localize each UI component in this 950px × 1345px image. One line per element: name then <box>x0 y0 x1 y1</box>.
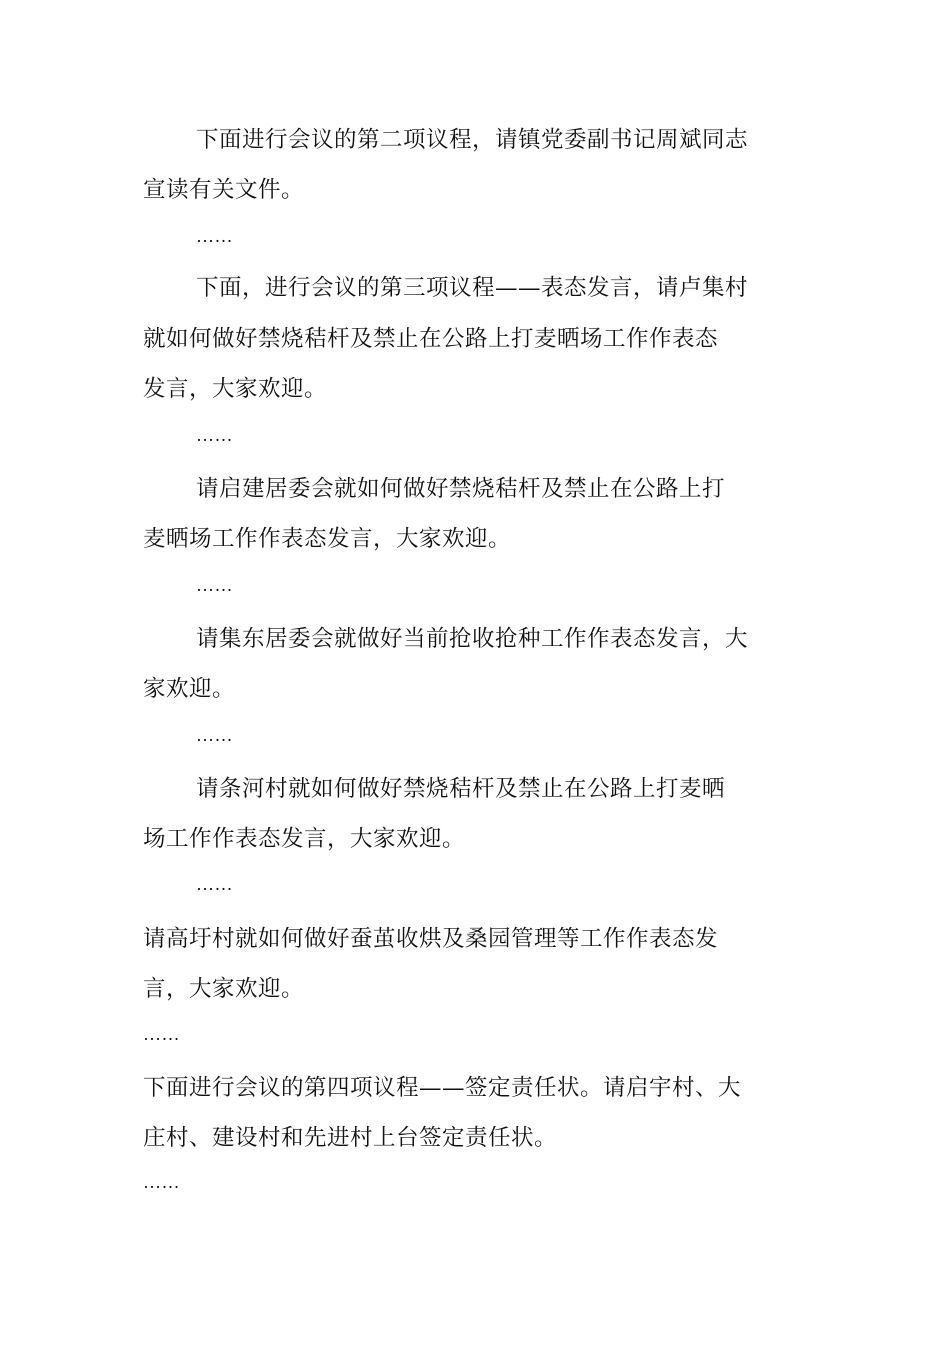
ellipsis-2: …… <box>196 425 233 445</box>
paragraph-1-line-1: 下面进行会议的第二项议程，请镇党委副书记周斌同志 <box>196 127 749 153</box>
paragraph-2-line-1: 下面，进行会议的第三项议程——表态发言，请卢集村 <box>196 275 749 301</box>
paragraph-6-line-1: 请高圩村就如何做好蚕茧收烘及桑园管理等工作作表态发 <box>143 926 719 952</box>
ellipsis-5: …… <box>196 874 233 894</box>
paragraph-1-line-2: 宣读有关文件。 <box>143 177 305 203</box>
paragraph-5-line-2: 场工作作表态发言，大家欢迎。 <box>143 826 466 852</box>
ellipsis-3: …… <box>196 575 233 595</box>
paragraph-2-line-3: 发言，大家欢迎。 <box>143 376 328 402</box>
paragraph-4-line-1: 请集东居委会就做好当前抢收抢种工作作表态发言，大 <box>196 626 749 652</box>
paragraph-5-line-1: 请条河村就如何做好禁烧秸杆及禁止在公路上打麦晒 <box>196 776 726 802</box>
paragraph-7-line-1: 下面进行会议的第四项议程——签定责任状。请启宇村、大 <box>143 1075 742 1101</box>
paragraph-7-line-2: 庄村、建设村和先进村上台签定责任状。 <box>143 1125 558 1151</box>
paragraph-6-line-2: 言，大家欢迎。 <box>143 976 305 1002</box>
paragraph-3-line-2: 麦晒场工作作表态发言，大家欢迎。 <box>143 526 512 552</box>
paragraph-3-line-1: 请启建居委会就如何做好禁烧秸杆及禁止在公路上打 <box>196 476 726 502</box>
paragraph-4-line-2: 家欢迎。 <box>143 676 236 702</box>
ellipsis-6: …… <box>143 1024 180 1044</box>
ellipsis-7: …… <box>143 1172 180 1192</box>
ellipsis-4: …… <box>196 725 233 745</box>
paragraph-2-line-2: 就如何做好禁烧秸杆及禁止在公路上打麦晒场工作作表态 <box>143 326 719 352</box>
ellipsis-1: …… <box>196 226 233 246</box>
